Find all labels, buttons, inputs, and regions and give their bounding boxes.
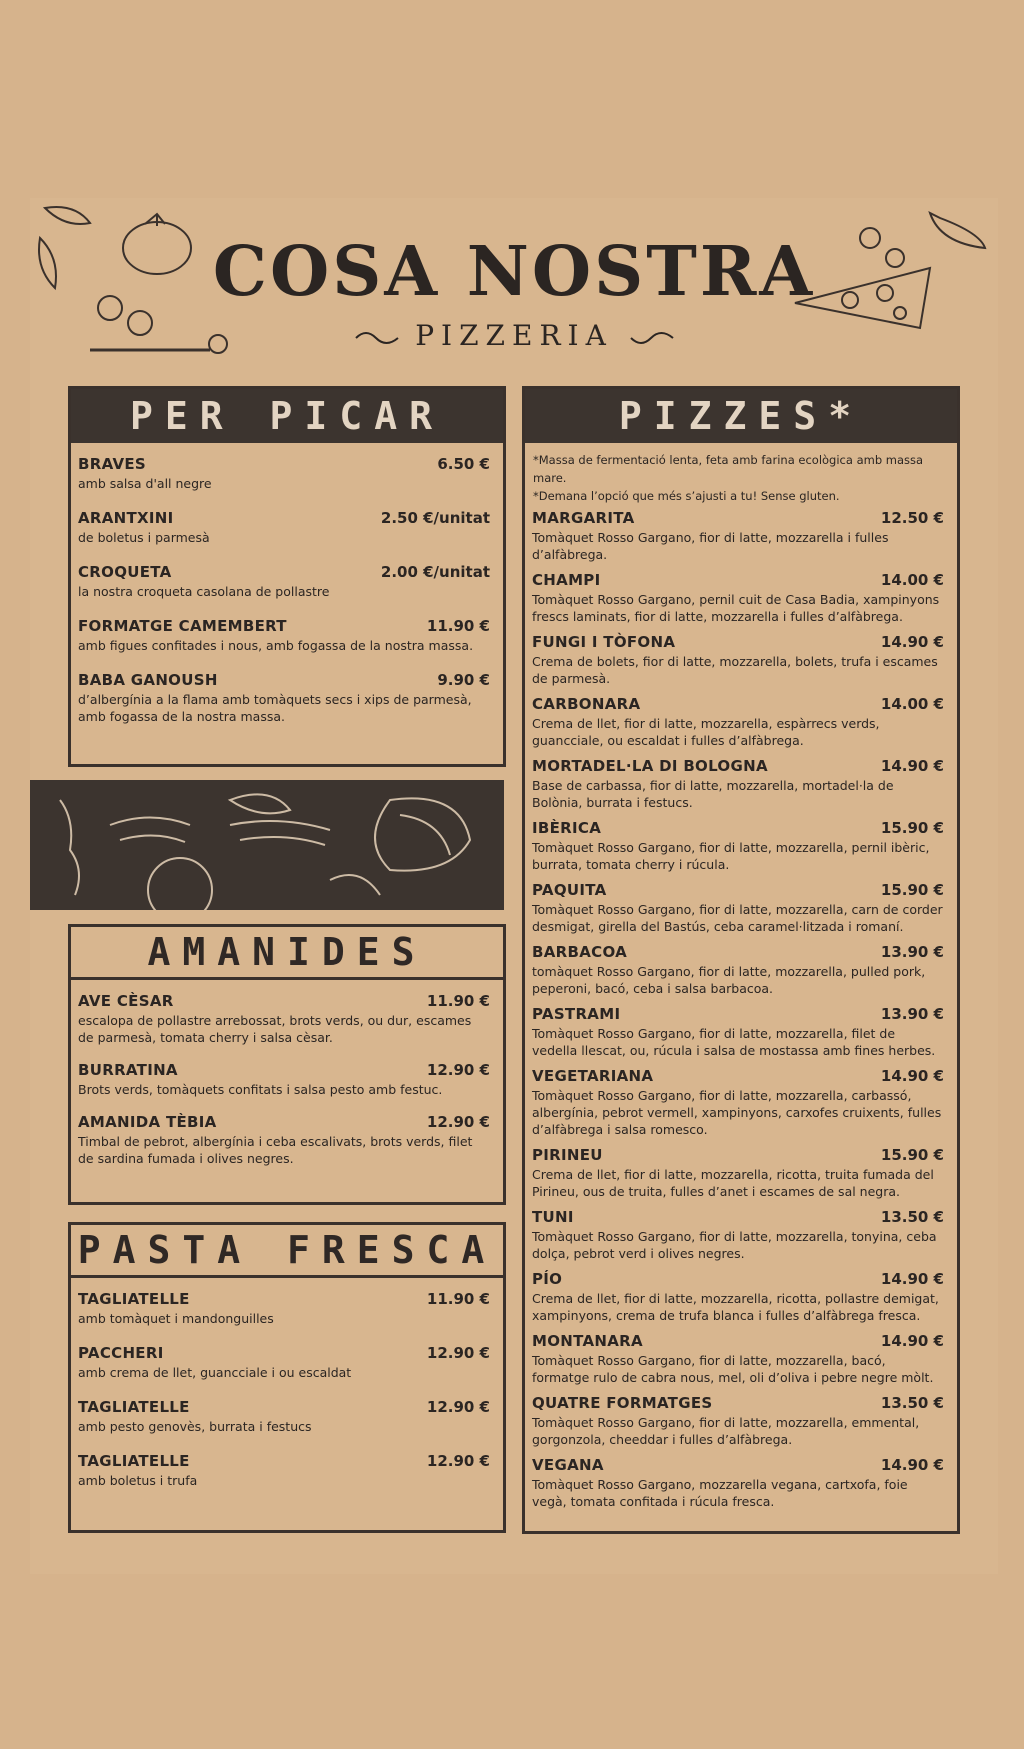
menu-item-name: AMANIDA TÈBIA xyxy=(78,1113,217,1131)
menu-item-header xyxy=(532,881,944,899)
menu-item xyxy=(532,1005,944,1059)
menu-item-description: Tomàquet Rosso Gargano, fior di latte, mozzarella, pernil ibèric, burrata, tomata cherry i rúcula. xyxy=(532,840,930,872)
restaurant-subtitle-row xyxy=(30,319,998,352)
menu-item-description: Crema de bolets, fior di latte, mozzarella, bolets, trufa i escames de parmesà. xyxy=(532,654,938,686)
menu-item-header xyxy=(78,455,490,473)
menu-item-price: 14.90 € xyxy=(880,1067,944,1085)
menu-item-name: ARANTXINI xyxy=(78,509,174,527)
menu-item-description: Tomàquet Rosso Gargano, pernil cuit de Casa Badia, xampinyons frescs laminats, fior di latte, mozzarella i fulles d’alfàbrega. xyxy=(532,592,940,624)
menu-item-price: 15.90 € xyxy=(880,1146,944,1164)
menu-item-price: 14.90 € xyxy=(880,1456,944,1474)
menu-item xyxy=(78,617,490,654)
menu-item-name: FORMATGE CAMEMBERT xyxy=(78,617,287,635)
restaurant-subtitle: PIZZERIA xyxy=(415,319,613,352)
menu-item-header xyxy=(532,509,944,527)
menu-item xyxy=(78,1113,490,1167)
menu-item-price: 13.50 € xyxy=(880,1208,944,1226)
menu-item-price: 6.50 € xyxy=(437,455,490,473)
menu-item-description: Tomàquet Rosso Gargano, fior di latte, mozzarella, emmental, gorgonzola, cheeddar i fulles d’alfàbrega. xyxy=(532,1415,920,1447)
menu-item-price: 13.90 € xyxy=(880,1005,944,1023)
menu-item-header xyxy=(78,1398,490,1416)
menu-item-header xyxy=(78,1061,490,1079)
menu-sheet xyxy=(30,198,998,1574)
menu-item xyxy=(532,1067,944,1138)
menu-item-header xyxy=(532,1067,944,1085)
decorative-illustration-band xyxy=(30,780,504,910)
menu-item-price: 9.90 € xyxy=(437,671,490,689)
menu-item xyxy=(78,1290,490,1327)
menu-item xyxy=(532,819,944,873)
pasta-fresca-list xyxy=(71,1278,503,1489)
menu-item xyxy=(78,1061,490,1098)
menu-item-description: Crema de llet, fior di latte, mozzarella, ricotta, pollastre demigat, xampinyons, crema de trufa blanca i fulles d’alfàbrega fresca. xyxy=(532,1291,939,1323)
menu-item-name: MONTANARA xyxy=(532,1332,643,1350)
menu-item-name: PÍO xyxy=(532,1270,563,1288)
menu-item-header xyxy=(78,509,490,527)
menu-item-description: amb pesto genovès, burrata i festucs xyxy=(78,1419,312,1434)
menu-item-name: BRAVES xyxy=(78,455,147,473)
menu-item-price: 12.90 € xyxy=(426,1452,490,1470)
menu-item-price: 12.90 € xyxy=(426,1061,490,1079)
pizzes-panel xyxy=(522,386,960,1534)
menu-item-description: amb salsa d'all negre xyxy=(78,476,212,491)
menu-item-header xyxy=(532,633,944,651)
pizzes-list xyxy=(525,505,957,1510)
menu-item xyxy=(532,1332,944,1386)
menu-item-description: Timbal de pebrot, albergínia i ceba escalivats, brots verds, filet de sardina fumada i olives negres. xyxy=(78,1134,473,1166)
menu-item-price: 13.90 € xyxy=(880,943,944,961)
per-picar-heading: PER PICAR xyxy=(71,389,503,443)
menu-item xyxy=(532,757,944,811)
menu-item-description: Base de carbassa, fior di latte, mozzarella, mortadel·la de Bolònia, burrata i festucs. xyxy=(532,778,894,810)
menu-item xyxy=(78,1344,490,1381)
menu-item-description: Crema de llet, fior di latte, mozzarella, ricotta, truita fumada del Pirineu, ous de truita, fulles d’anet i escames de sal negra. xyxy=(532,1167,934,1199)
amanides-heading: AMANIDES xyxy=(71,927,503,980)
menu-item-description: amb figues confitades i nous, amb fogassa de la nostra massa. xyxy=(78,638,474,653)
menu-item-description: amb tomàquet i mandonguilles xyxy=(78,1311,274,1326)
menu-item-price: 12.90 € xyxy=(426,1344,490,1362)
menu-item-price: 11.90 € xyxy=(426,992,490,1010)
left-flourish-icon xyxy=(354,328,399,348)
menu-item-name: CHAMPI xyxy=(532,571,601,589)
per-picar-panel xyxy=(68,386,506,767)
menu-item-name: BURRATINA xyxy=(78,1061,178,1079)
menu-item-description: escalopa de pollastre arrebossat, brots verds, ou dur, escames de parmesà, tomata cherry i salsa cèsar. xyxy=(78,1013,472,1045)
pizzes-note-line-1: *Massa de fermentació lenta, feta amb farina ecològica amb massa mare. xyxy=(533,453,924,485)
menu-item-price: 13.50 € xyxy=(880,1394,944,1412)
menu-item-name: QUATRE FORMATGES xyxy=(532,1394,713,1412)
menu-item-price: 14.90 € xyxy=(880,1332,944,1350)
menu-item-header xyxy=(532,1456,944,1474)
menu-item-price: 11.90 € xyxy=(426,617,490,635)
menu-item xyxy=(78,563,490,600)
menu-item-name: TUNI xyxy=(532,1208,574,1226)
menu-item-description: Crema de llet, fior di latte, mozzarella, espàrrecs verds, guancciale, ou escaldat i fulles d’alfàbrega. xyxy=(532,716,880,748)
menu-item-price: 14.00 € xyxy=(880,695,944,713)
menu-item-name: MORTADEL·LA DI BOLOGNA xyxy=(532,757,768,775)
menu-item-header xyxy=(532,943,944,961)
menu-item-description: Tomàquet Rosso Gargano, fior di latte, mozzarella, bacó, formatge rulo de cabra nous, mel, oli d’oliva i pebre negre mòlt. xyxy=(532,1353,934,1385)
amanides-panel xyxy=(68,924,506,1205)
menu-item-header xyxy=(78,617,490,635)
per-picar-list xyxy=(71,443,503,725)
menu-item-header xyxy=(532,571,944,589)
menu-item-header xyxy=(532,819,944,837)
menu-item-description: d’albergínia a la flama amb tomàquets secs i xips de parmesà, amb fogassa de la nostra massa. xyxy=(78,692,472,724)
menu-item-name: IBÈRICA xyxy=(532,819,602,837)
menu-item xyxy=(532,1208,944,1262)
menu-item-description: Tomàquet Rosso Gargano, mozzarella vegana, cartxofa, foie vegà, tomata confitada i rúcula fresca. xyxy=(532,1477,908,1509)
menu-item-header xyxy=(532,695,944,713)
menu-item-price: 11.90 € xyxy=(426,1290,490,1308)
menu-item-price: 14.90 € xyxy=(880,1270,944,1288)
menu-item-price: 12.90 € xyxy=(426,1398,490,1416)
menu-item-header xyxy=(78,1344,490,1362)
menu-item-name: AVE CÈSAR xyxy=(78,992,174,1010)
menu-item-name: BABA GANOUSH xyxy=(78,671,218,689)
pizzes-note xyxy=(525,443,957,505)
menu-item xyxy=(532,1456,944,1510)
menu-item-price: 14.00 € xyxy=(880,571,944,589)
menu-item-name: MARGARITA xyxy=(532,509,635,527)
menu-item xyxy=(78,671,490,725)
menu-item-price: 14.90 € xyxy=(880,757,944,775)
menu-item-header xyxy=(532,1005,944,1023)
menu-item-description: Tomàquet Rosso Gargano, fior di latte, mozzarella, tonyina, ceba dolça, pebrot verd i olives negres. xyxy=(532,1229,937,1261)
menu-item-header xyxy=(78,1113,490,1131)
menu-item-name: PACCHERI xyxy=(78,1344,164,1362)
menu-item-description: amb crema de llet, guancciale i ou escaldat xyxy=(78,1365,352,1380)
menu-item-name: VEGANA xyxy=(532,1456,604,1474)
menu-item-description: Brots verds, tomàquets confitats i salsa pesto amb festuc. xyxy=(78,1082,443,1097)
menu-item-price: 14.90 € xyxy=(880,633,944,651)
menu-item-header xyxy=(78,1452,490,1470)
menu-item-description: Tomàquet Rosso Gargano, fior di latte, mozzarella, filet de vedella llescat, ou, rúcula i salsa de mostassa amb fines herbes. xyxy=(532,1026,936,1058)
menu-item-description: Tomàquet Rosso Gargano, fior di latte, mozzarella, carn de corder desmigat, girella del Bastús, ceba caramel·litzada i romaní. xyxy=(532,902,943,934)
pizzes-note-line-2: *Demana l’opció que més s’ajusti a tu! Sense gluten. xyxy=(533,489,840,503)
menu-item-header xyxy=(78,992,490,1010)
menu-item-header xyxy=(78,671,490,689)
menu-item xyxy=(532,571,944,625)
menu-item-price: 2.50 €/unitat xyxy=(380,509,490,527)
menu-item-name: TAGLIATELLE xyxy=(78,1452,190,1470)
menu-item-name: PASTRAMI xyxy=(532,1005,621,1023)
menu-item-name: BARBACOA xyxy=(532,943,627,961)
menu-item-description: de boletus i parmesà xyxy=(78,530,210,545)
menu-item-header xyxy=(532,1208,944,1226)
menu-item-price: 12.50 € xyxy=(880,509,944,527)
menu-item xyxy=(532,695,944,749)
menu-item-header xyxy=(532,1332,944,1350)
menu-item xyxy=(532,1394,944,1448)
pizzes-heading: PIZZES* xyxy=(525,389,957,443)
menu-item xyxy=(78,992,490,1046)
menu-item-header xyxy=(532,1270,944,1288)
menu-item-header xyxy=(78,563,490,581)
menu-item xyxy=(532,881,944,935)
menu-item-name: CROQUETA xyxy=(78,563,172,581)
menu-item xyxy=(78,455,490,492)
menu-item-description: tomàquet Rosso Gargano, fior di latte, mozzarella, pulled pork, peperoni, bacó, ceba i salsa barbacoa. xyxy=(532,964,926,996)
menu-item-description: amb boletus i trufa xyxy=(78,1473,198,1488)
menu-item-name: FUNGI I TÒFONA xyxy=(532,633,676,651)
menu-item-price: 15.90 € xyxy=(880,819,944,837)
menu-item-name: TAGLIATELLE xyxy=(78,1290,190,1308)
menu-header xyxy=(30,198,998,368)
menu-item xyxy=(532,509,944,563)
menu-item-description: Tomàquet Rosso Gargano, fior di latte, mozzarella, carbassó, albergínia, pebrot vermell, xampinyons, carxofes cruixents, fulles d’alfàbrega i salsa romesco. xyxy=(532,1088,942,1137)
amanides-list xyxy=(71,980,503,1167)
pasta-onion-sketch-icon xyxy=(30,780,504,910)
menu-item-name: CARBONARA xyxy=(532,695,641,713)
menu-item-name: PAQUITA xyxy=(532,881,607,899)
restaurant-name: COSA NOSTRA xyxy=(212,232,816,312)
menu-item-header xyxy=(532,1394,944,1412)
menu-item-name: VEGETARIANA xyxy=(532,1067,654,1085)
menu-item xyxy=(532,1146,944,1200)
menu-item xyxy=(532,1270,944,1324)
pasta-fresca-panel xyxy=(68,1222,506,1533)
menu-item-name: PIRINEU xyxy=(532,1146,603,1164)
menu-item-name: TAGLIATELLE xyxy=(78,1398,190,1416)
menu-item xyxy=(78,1452,490,1489)
menu-item-price: 15.90 € xyxy=(880,881,944,899)
menu-item-description: la nostra croqueta casolana de pollastre xyxy=(78,584,330,599)
menu-item-header xyxy=(532,757,944,775)
menu-item-header xyxy=(532,1146,944,1164)
menu-item xyxy=(78,509,490,546)
menu-item-price: 2.00 €/unitat xyxy=(380,563,490,581)
menu-item-price: 12.90 € xyxy=(426,1113,490,1131)
menu-item xyxy=(532,633,944,687)
menu-item xyxy=(532,943,944,997)
menu-item-header xyxy=(78,1290,490,1308)
menu-item-description: Tomàquet Rosso Gargano, fior di latte, mozzarella i fulles d’alfàbrega. xyxy=(532,530,889,562)
menu-item xyxy=(78,1398,490,1435)
right-flourish-icon xyxy=(629,328,674,348)
pasta-fresca-heading: PASTA FRESCA xyxy=(71,1225,503,1278)
